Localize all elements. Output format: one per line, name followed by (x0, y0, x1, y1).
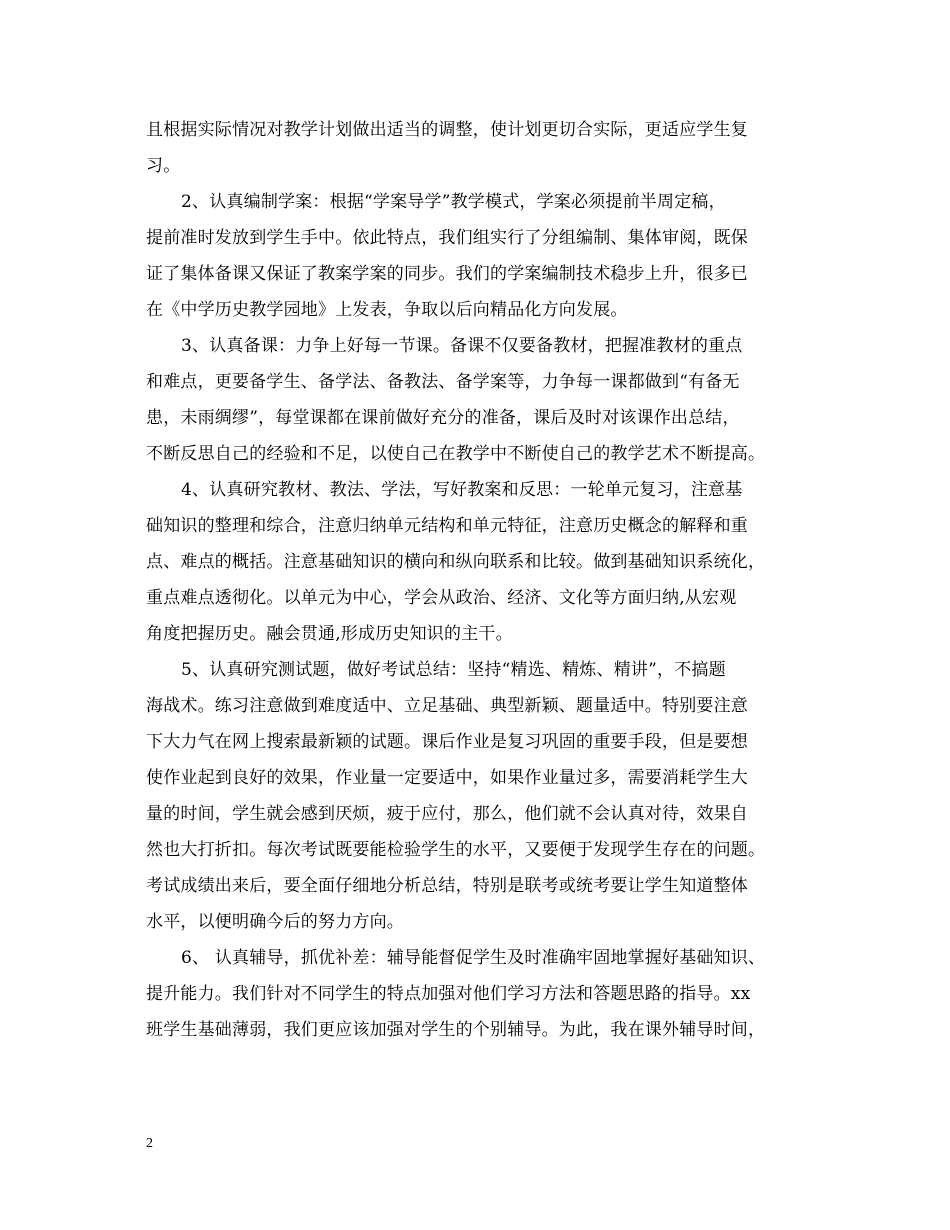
paragraph-start: 4、认真研究教材、教法、学法，写好教案和反思：一轮单元复习，注意基 (181, 480, 743, 500)
text-line: 且根据实际情况对教学计划做出适当的调整，使计划更切合实际，更适应学生复 (146, 120, 748, 140)
text-line: 海战术。练习注意做到难度适中、立足基础、典型新颖、题量适中。特别要注意 (146, 696, 748, 716)
text-line: 重点难点透彻化。以单元为中心，学会从政治、经济、文化等方面归纳,从宏观 (146, 588, 737, 608)
paragraph-start: 5、认真研究测试题，做好考试总结：坚持“精选、精炼、精讲”，不搞题 (181, 660, 726, 680)
text-line: 考试成绩出来后，要全面仔细地分析总结，特别是联考或统考要让学生知道整体 (146, 876, 748, 896)
text-line: 点、难点的概括。注意基础知识的横向和纵向联系和比较。做到基础知识系统化， (146, 552, 766, 572)
text-line: 础知识的整理和综合，注意归纳单元结构和单元特征，注意历史概念的解释和重 (146, 516, 748, 536)
text-line: 不断反思自己的经验和不足，以使自己在教学中不断使自己的教学艺术不断提高。 (146, 444, 766, 464)
text-line: 然也大打折扣。每次考试既要能检验学生的水平，又要便于发现学生存在的问题。 (146, 840, 766, 860)
text-line: 使作业起到良好的效果，作业量一定要适中，如果作业量过多，需要消耗学生大 (146, 768, 748, 788)
paragraph-start: 3、认真备课：力争上好每一节课。备课不仅要备教材，把握准教材的重点 (181, 336, 743, 356)
text-line: 班学生基础薄弱，我们更应该加强对学生的个别辅导。为此，我在课外辅导时间， (146, 1020, 766, 1040)
text-line: 患，未雨绸缪”，每堂课都在课前做好充分的准备，课后及时对该课作出总结， (146, 408, 740, 428)
text-line: 提前准时发放到学生手中。依此特点，我们组实行了分组编制、集体审阅，既保 (146, 228, 748, 248)
text-line: 角度把握历史。融会贯通,形成历史知识的主干。 (146, 624, 513, 644)
paragraph-start: 2、认真编制学案：根据“学案导学”教学模式，学案必须提前半周定稿， (181, 192, 726, 212)
text-line: 提升能力。我们针对不同学生的特点加强对他们学习方法和答题思路的指导。xx (146, 984, 751, 1004)
text-line: 在《中学历史教学园地》上发表，争取以后向精品化方向发展。 (146, 300, 628, 320)
text-line: 证了集体备课又保证了教案学案的同步。我们的学案编制技术稳步上升，很多已 (146, 264, 748, 284)
paragraph-start: 6、 认真辅导，抓优补差：辅导能督促学生及时准确牢固地掌握好基础知识、 (181, 948, 766, 968)
text-line: 水平，以便明确今后的努力方向。 (146, 912, 404, 932)
text-line: 下大力气在网上搜索最新颖的试题。课后作业是复习巩固的重要手段，但是要想 (146, 732, 748, 752)
text-line: 习。 (146, 156, 181, 176)
text-line: 量的时间，学生就会感到厌烦，疲于应付，那么，他们就不会认真对待，效果自 (146, 804, 748, 824)
page-number: 2 (146, 1136, 153, 1151)
text-line: 和难点，更要备学生、备学法、备教法、备学案等，力争每一课都做到“有备无 (146, 372, 740, 392)
